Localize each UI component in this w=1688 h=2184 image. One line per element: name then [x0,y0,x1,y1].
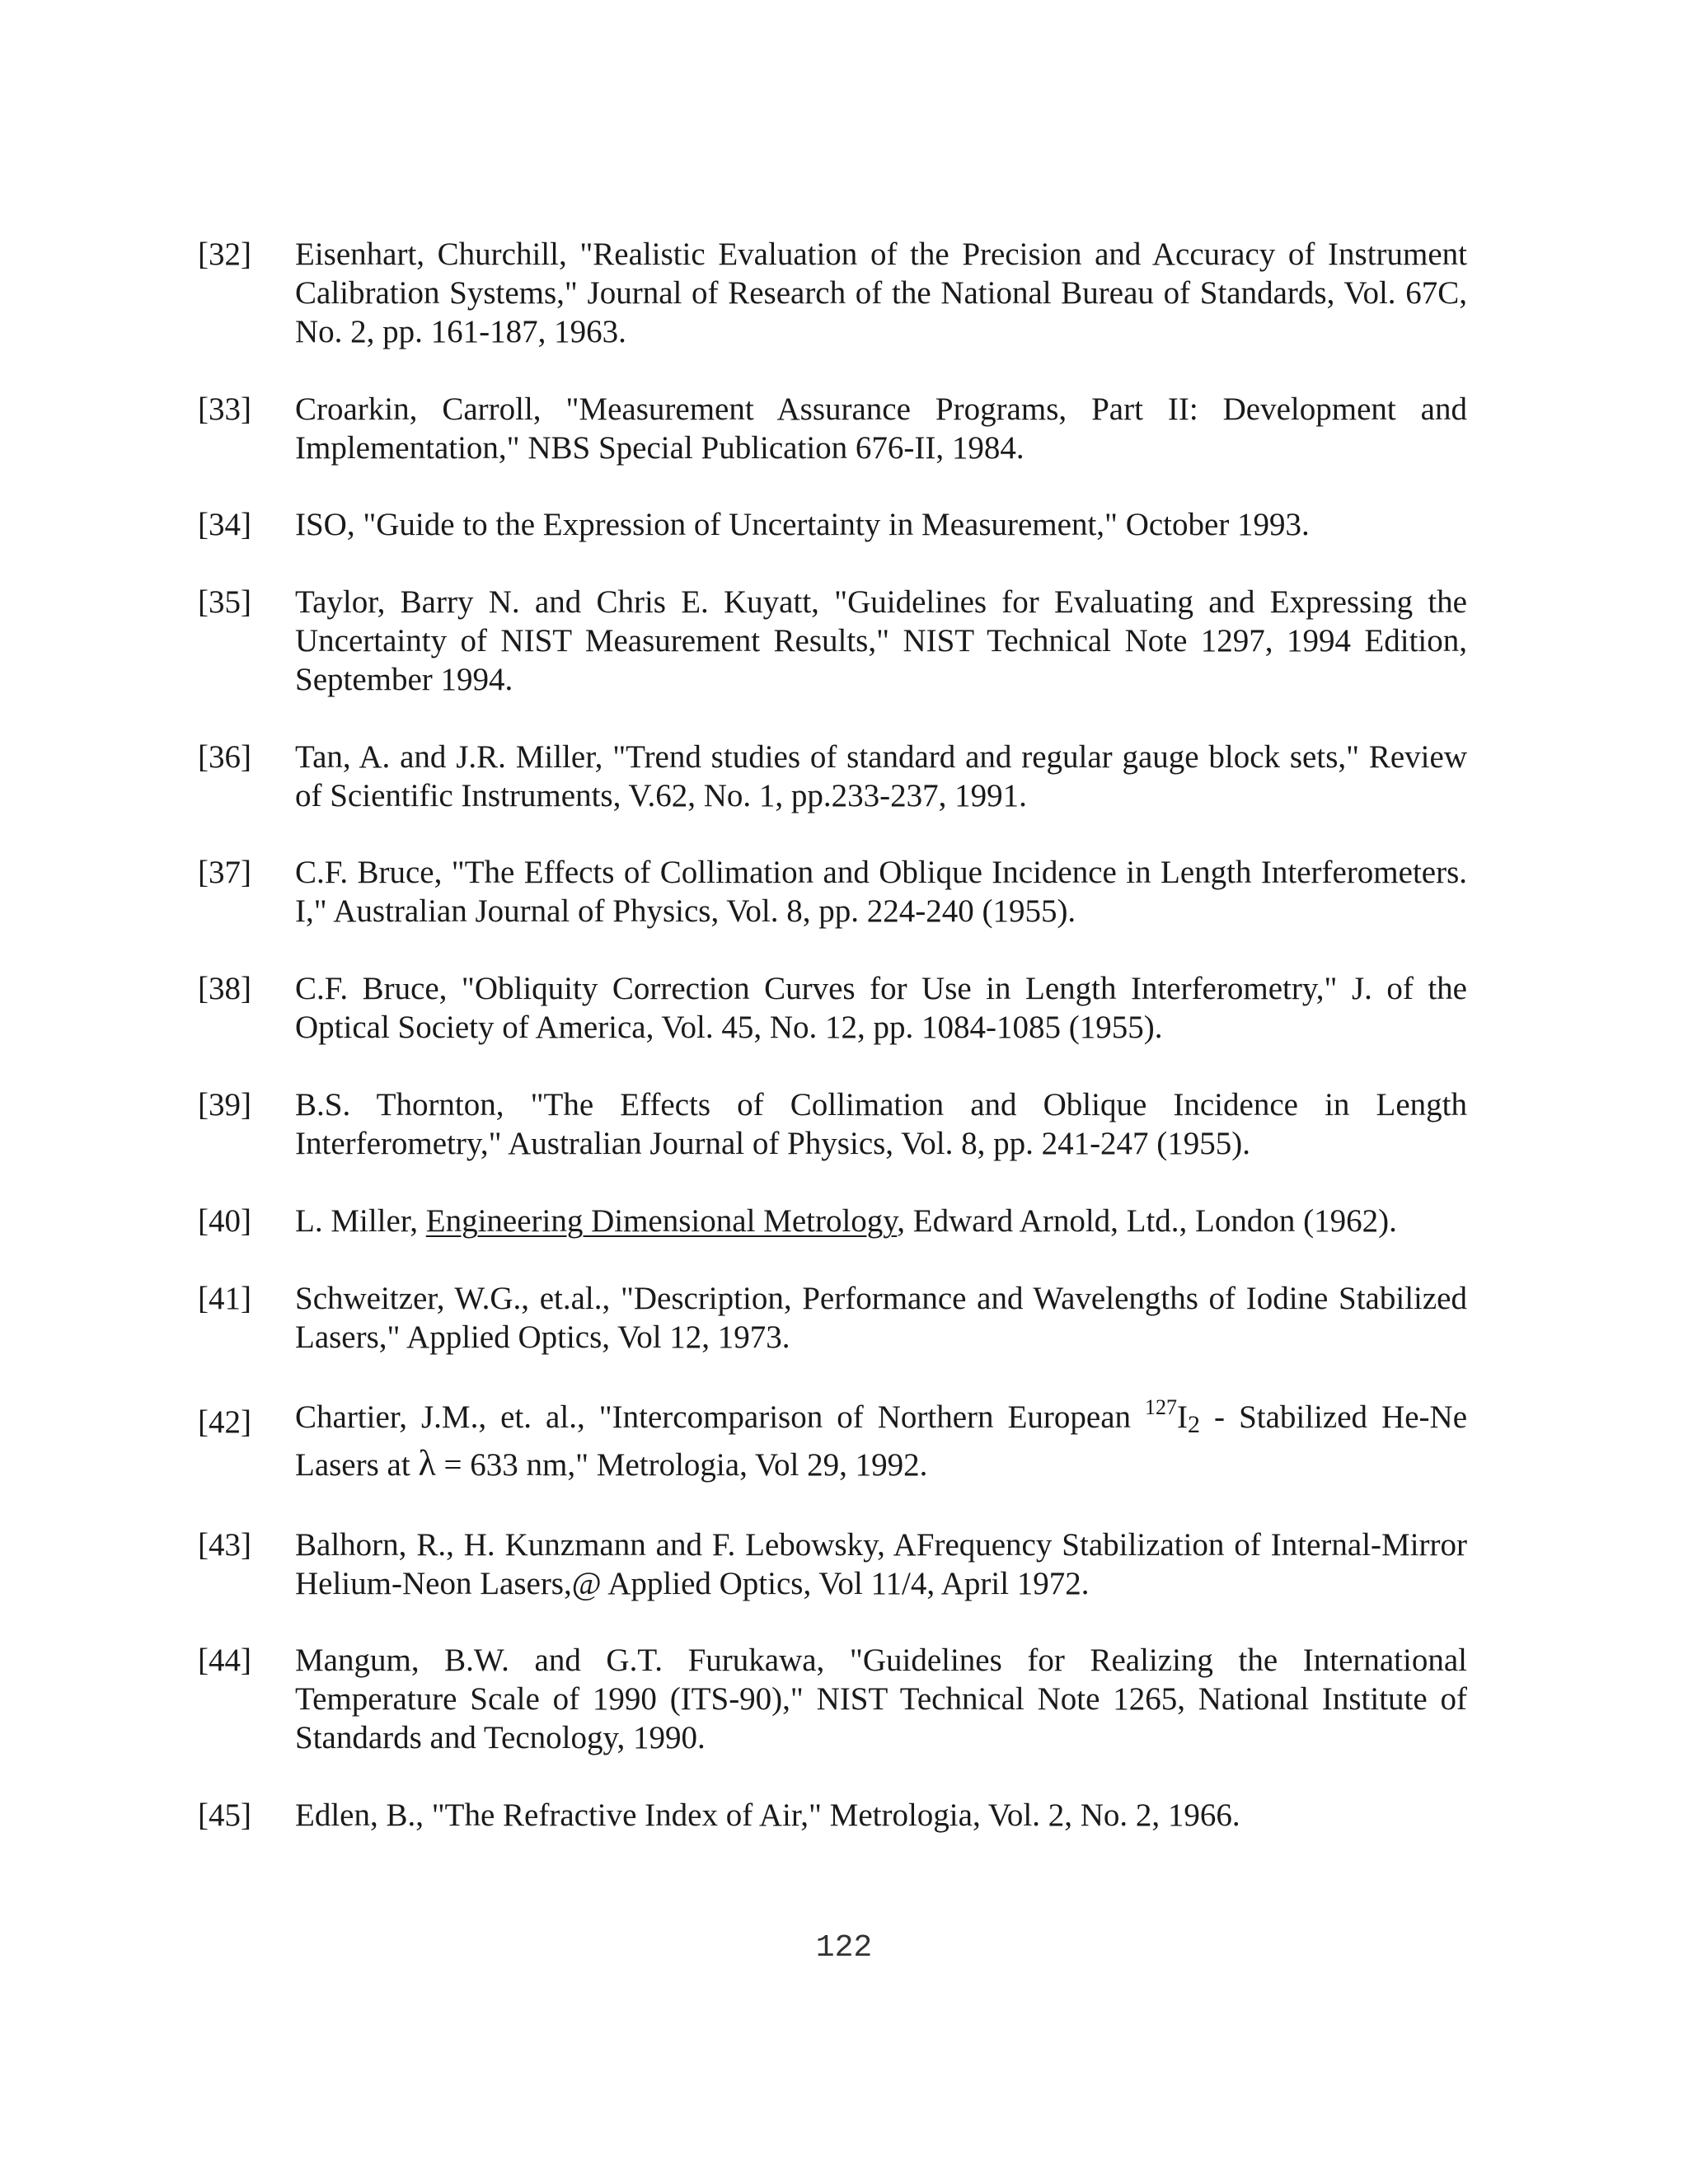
reference-text [295,1394,1467,1488]
reference-34 [198,505,1467,544]
reference-40 [198,1202,1467,1240]
reference-42 [198,1394,1467,1488]
reference-text: Eisenhart, Churchill, "Realistic Evaluation of the Precision and Accuracy of Instrument Calibration Systems," Journal of Research of the National Bureau of Standards, Vol. 67C, No. 2, pp. 161-187, 1963. [295,237,1467,349]
reference-number: [35] [198,584,251,620]
molecule-subscript: 2 [1188,1411,1201,1438]
reference-book-title: Engineering Dimensional Metrology [425,1203,898,1239]
reference-text: C.F. Bruce, "Obliquity Correction Curves for Use in Length Interferometry," J. of the Optical Society of America, Vol. 45, No. 12, pp. 1084-1085 (1955). [295,971,1467,1045]
reference-text: Tan, A. and J.R. Miller, "Trend studies of standard and regular gauge block sets," Review of Scientific Instruments, V.62, No. 1, pp.233-237, 1991. [295,739,1467,813]
reference-39 [198,1085,1467,1163]
reference-text: Taylor, Barry N. and Chris E. Kuyatt, "Guidelines for Evaluating and Expressing the Uncertainty of NIST Measurement Results," NIST Technical Note 1297, 1994 Edition, September 1994. [295,584,1467,697]
reference-text: B.S. Thornton, "The Effects of Collimation and Oblique Incidence in Length Interferometry," Australian Journal of Physics, Vol. 8, pp. 241-247 (1955). [295,1087,1467,1161]
reference-text: ISO, "Guide to the Expression of Uncertainty in Measurement," October 1993. [295,507,1310,542]
reference-37 [198,853,1467,930]
reference-number: [36] [198,739,251,775]
reference-number: [44] [198,1643,251,1678]
reference-number: [42] [198,1404,251,1440]
reference-text: Croarkin, Carroll, "Measurement Assurance Programs, Part II: Development and Implementation," NBS Special Publication 676-II, 1984. [295,391,1467,466]
isotope-superscript: 127 [1145,1395,1178,1419]
reference-text-middle: - Stabilized He-Ne Lasers at [295,1399,1467,1483]
reference-36 [198,738,1467,815]
reference-43 [198,1526,1467,1603]
reference-author: L. Miller, [295,1203,426,1239]
element-symbol: I [1177,1399,1189,1435]
reference-32 [198,235,1467,351]
reference-number: [34] [198,507,251,542]
reference-text: Schweitzer, W.G., et.al., "Description, Performance and Wavelengths of Iodine Stabilized Lasers," Applied Optics, Vol 12, 1973. [295,1281,1467,1355]
reference-number: [37] [198,855,251,890]
reference-33 [198,390,1467,467]
lambda-symbol: λ [418,1443,436,1483]
reference-38 [198,969,1467,1047]
reference-number: [32] [198,237,251,272]
reference-text-end: = 633 nm," Metrologia, Vol 29, 1992. [435,1447,928,1483]
reference-text: Mangum, B.W. and G.T. Furukawa, "Guidelines for Realizing the International Temperature Scale of 1990 (ITS-90)," NIST Technical Note 1265, National Institute of Standards and Tecnology, 1990. [295,1643,1467,1755]
reference-44 [198,1641,1467,1757]
reference-45 [198,1796,1467,1835]
reference-text: Edlen, B., "The Refractive Index of Air," Metrologia, Vol. 2, No. 2, 1966. [295,1797,1240,1833]
reference-number: [45] [198,1797,251,1833]
reference-number: [43] [198,1527,251,1563]
page-number: 122 [815,1930,873,1966]
reference-text [295,1202,1467,1240]
reference-number: [33] [198,391,251,427]
reference-number: [41] [198,1281,251,1316]
reference-number: [38] [198,971,251,1006]
reference-number: [40] [198,1203,251,1239]
reference-41 [198,1279,1467,1357]
reference-publisher: , Edward Arnold, Ltd., London (1962). [897,1203,1397,1239]
reference-text-start: Chartier, J.M., et. al., "Intercomparison of Northern European [295,1399,1146,1435]
reference-text: C.F. Bruce, "The Effects of Collimation and Oblique Incidence in Length Interferometers. I," Australian Journal of Physics, Vol. 8, pp. 224-240 (1955). [295,855,1467,929]
reference-35 [198,583,1467,699]
reference-text: Balhorn, R., H. Kunzmann and F. Lebowsky, AFrequency Stabilization of Internal-Mirror Helium-Neon Lasers,@ Applied Optics, Vol 11/4, April 1972. [295,1527,1467,1601]
reference-number: [39] [198,1087,251,1122]
